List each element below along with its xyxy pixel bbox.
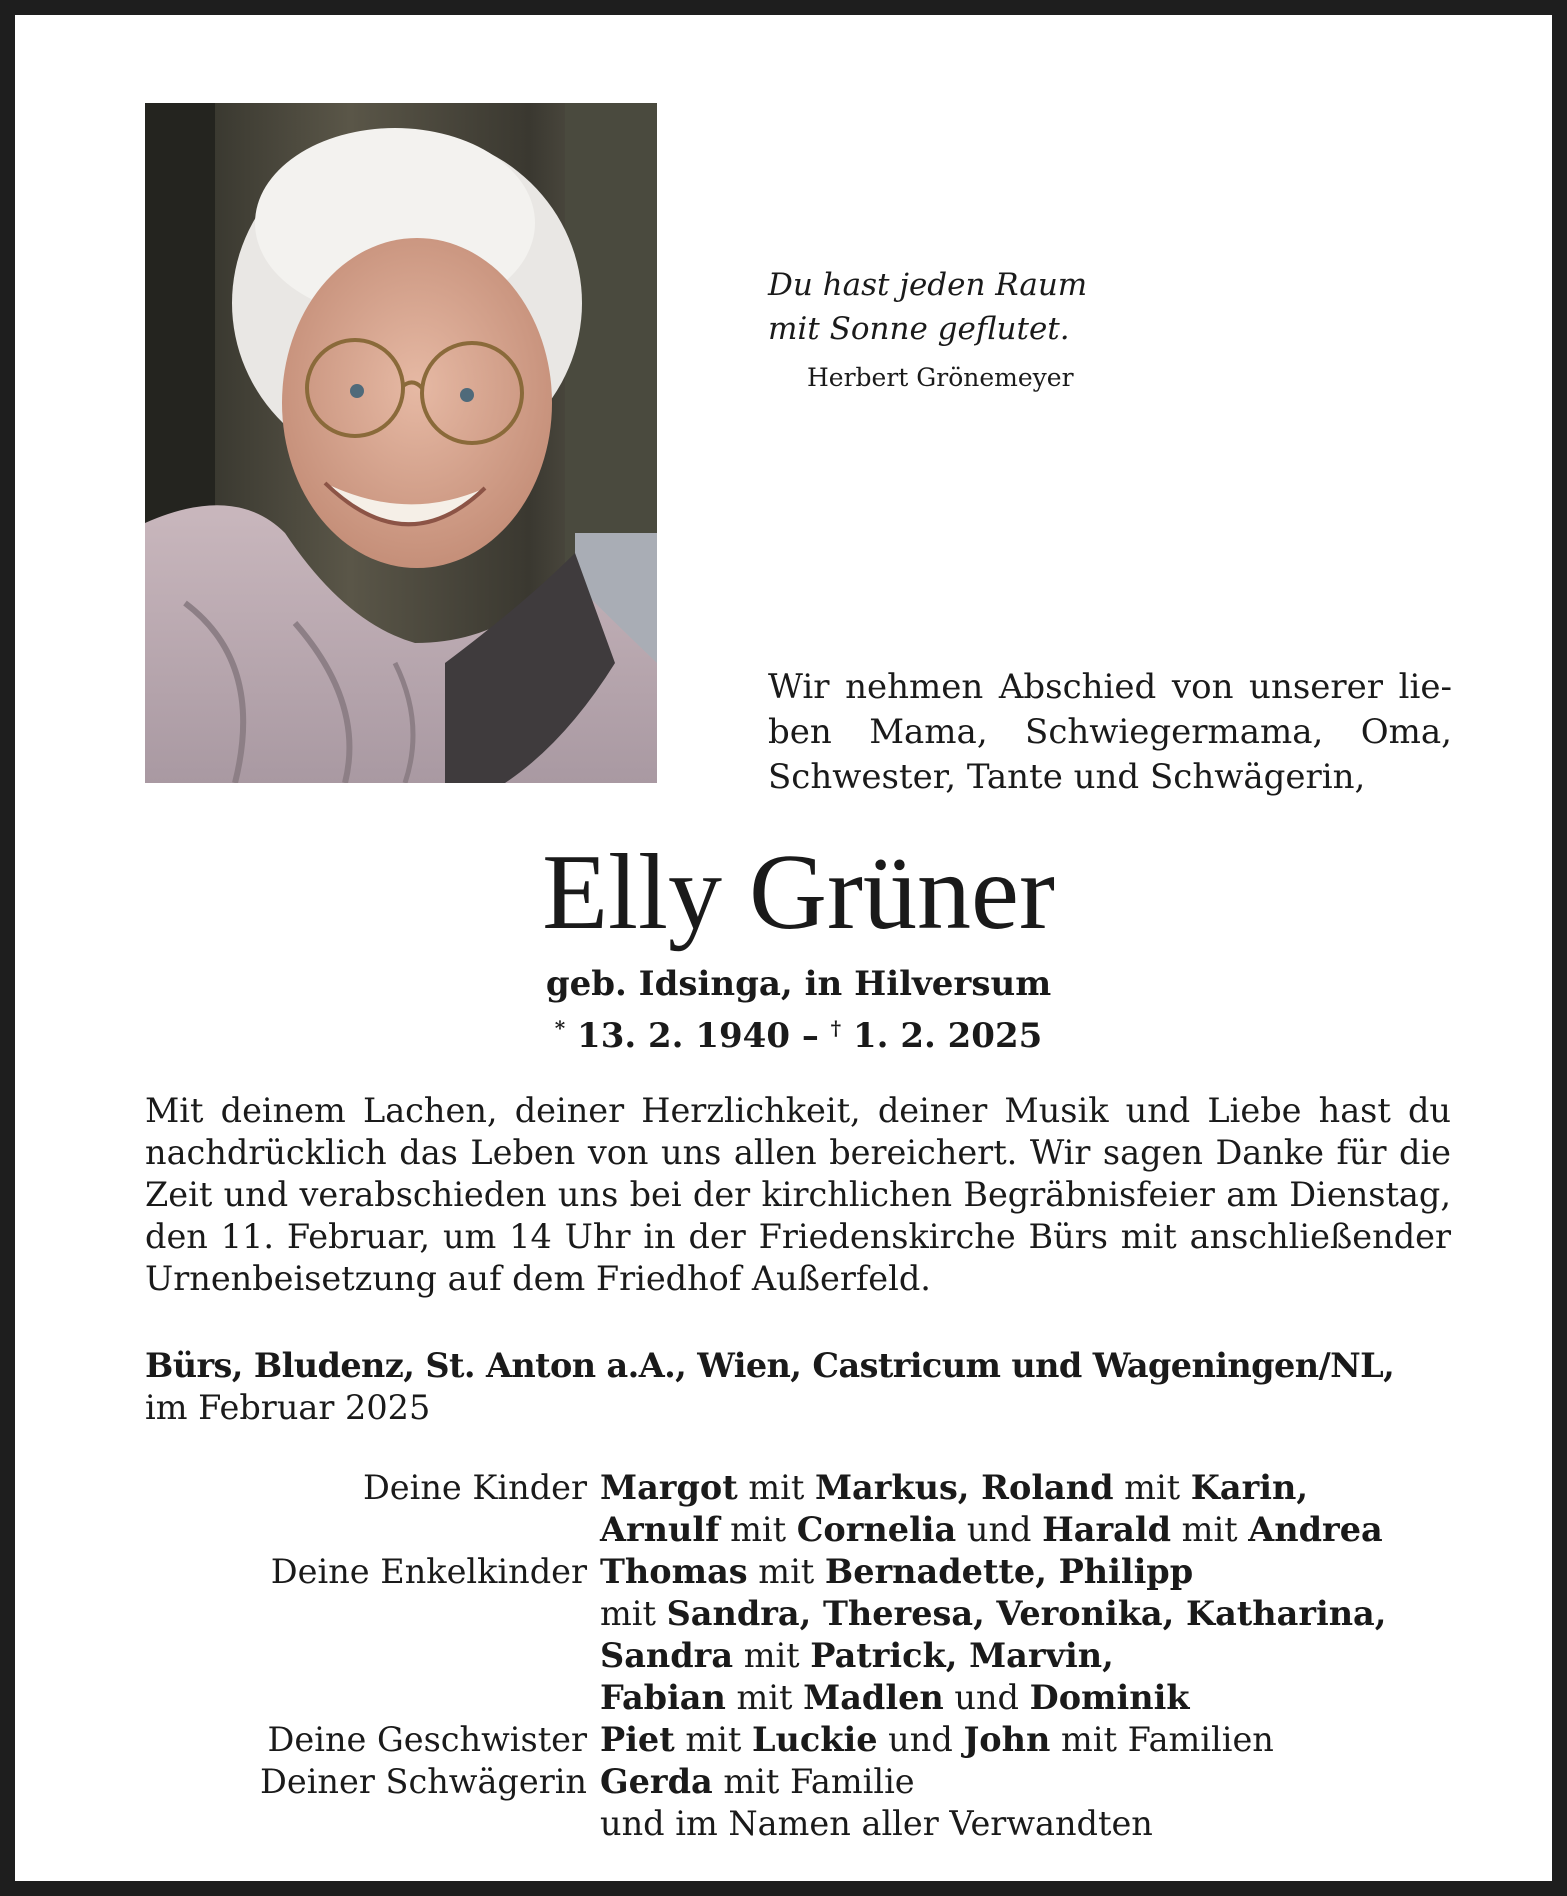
places-locations: Bürs, Bludenz, St. Anton a.A., Wien, Castricum und Wageningen/NL, bbox=[145, 1346, 1395, 1385]
family-label bbox=[145, 1635, 600, 1677]
family-names bbox=[600, 1677, 1190, 1719]
family-member-name: Thomas bbox=[600, 1552, 748, 1591]
family-row bbox=[145, 1551, 1451, 1593]
family-names bbox=[600, 1593, 1386, 1635]
family-connector: mit bbox=[733, 1636, 811, 1675]
family-connector: mit bbox=[747, 1552, 825, 1591]
family-label: Deine Enkelkinder bbox=[270, 1552, 587, 1591]
quote-author: Herbert Grönemeyer bbox=[807, 363, 1074, 392]
family-label bbox=[145, 1509, 600, 1551]
family-member-name: Piet bbox=[600, 1720, 675, 1759]
family-connector: mit bbox=[719, 1510, 797, 1549]
birth-symbol: * bbox=[554, 1016, 566, 1040]
family-connector: und bbox=[943, 1678, 1030, 1717]
portrait-image bbox=[145, 103, 657, 783]
family-list bbox=[145, 1467, 1451, 1845]
family-member-name: Madlen bbox=[803, 1678, 944, 1717]
family-member-name: Karin, bbox=[1190, 1468, 1308, 1507]
family-names bbox=[600, 1719, 1274, 1761]
family-row bbox=[145, 1677, 1451, 1719]
family-connector: mit bbox=[725, 1678, 804, 1717]
intro-line-2: ben Mama, Schwiegermama, Oma, bbox=[768, 712, 1452, 752]
family-member-name: Harald bbox=[1042, 1510, 1172, 1549]
family-names bbox=[600, 1803, 1153, 1845]
family-connector: mit bbox=[737, 1468, 815, 1507]
family-label: Deiner Schwägerin bbox=[260, 1762, 587, 1801]
family-names bbox=[600, 1467, 1308, 1509]
maiden-name: geb. Idsinga, in Hilversum bbox=[545, 964, 1052, 1004]
body-line-2: nachdrücklich das Leben von uns allen bereichert. Wir sagen Danke für die bbox=[145, 1133, 1451, 1172]
family-member-name: Fabian bbox=[600, 1678, 726, 1717]
family-connector: mit Familie bbox=[712, 1762, 915, 1801]
family-member-name: Luckie bbox=[751, 1720, 878, 1759]
family-member-name: Markus, Roland bbox=[814, 1468, 1114, 1507]
family-member-name: Dominik bbox=[1029, 1678, 1190, 1717]
intro-line-1: Wir nehmen Abschied von unserer lie- bbox=[768, 667, 1452, 707]
birth-date: 13. 2. 1940 – bbox=[577, 1016, 819, 1056]
family-connector: und im Namen aller Verwandten bbox=[600, 1804, 1153, 1843]
family-label bbox=[145, 1593, 600, 1635]
intro-text bbox=[768, 665, 1452, 800]
family-row bbox=[145, 1635, 1451, 1677]
intro-line-3: Schwester, Tante und Schwägerin, bbox=[768, 757, 1366, 797]
family-row bbox=[145, 1593, 1451, 1635]
family-row bbox=[145, 1719, 1451, 1761]
family-row bbox=[145, 1761, 1451, 1803]
family-member-name: Gerda bbox=[600, 1762, 713, 1801]
family-connector: mit bbox=[1171, 1510, 1249, 1549]
body-text bbox=[145, 1090, 1451, 1300]
places-date: im Februar 2025 bbox=[145, 1388, 431, 1427]
family-names bbox=[600, 1509, 1383, 1551]
family-member-name: John bbox=[963, 1720, 1051, 1759]
family-connector: mit bbox=[674, 1720, 752, 1759]
family-names bbox=[600, 1635, 1114, 1677]
family-row bbox=[145, 1509, 1451, 1551]
family-names bbox=[600, 1761, 915, 1803]
portrait-photo bbox=[145, 103, 657, 783]
family-member-name: Bernadette, Philipp bbox=[824, 1552, 1194, 1591]
family-label: Deine Geschwister bbox=[267, 1720, 587, 1759]
family-member-name: Margot bbox=[600, 1468, 738, 1507]
family-member-name: Andrea bbox=[1248, 1510, 1383, 1549]
body-line-3: Zeit und verabschieden uns bei der kirchlichen Begräbnisfeier am Dienstag, bbox=[145, 1175, 1451, 1214]
body-line-1: Mit deinem Lachen, deiner Herzlichkeit, deiner Musik und Liebe hast du bbox=[145, 1091, 1451, 1130]
family-connector: mit Familien bbox=[1050, 1720, 1274, 1759]
family-connector: und bbox=[956, 1510, 1043, 1549]
quote bbox=[768, 263, 1087, 351]
life-dates bbox=[15, 1007, 1567, 1057]
family-connector: mit bbox=[600, 1594, 667, 1633]
family-label bbox=[145, 1803, 600, 1845]
deceased-name: Elly Grüner bbox=[542, 833, 1055, 952]
body-line-5: Urnenbeisetzung auf dem Friedhof Außerfeld. bbox=[145, 1259, 931, 1298]
family-member-name: Cornelia bbox=[796, 1510, 957, 1549]
family-names bbox=[600, 1551, 1193, 1593]
family-label bbox=[145, 1677, 600, 1719]
family-member-name: Arnulf bbox=[600, 1510, 720, 1549]
places-block bbox=[145, 1345, 1451, 1429]
family-member-name: Sandra, Theresa, Veronika, Katharina, bbox=[666, 1594, 1387, 1633]
family-row bbox=[145, 1803, 1451, 1845]
family-label: Deine Kinder bbox=[362, 1468, 587, 1507]
family-connector: und bbox=[877, 1720, 964, 1759]
death-date: 1. 2. 2025 bbox=[852, 1016, 1043, 1056]
quote-line-1: Du hast jeden Raum bbox=[768, 267, 1088, 303]
death-symbol: † bbox=[830, 1016, 842, 1040]
body-line-4: den 11. Februar, um 14 Uhr in der Friedenskirche Bürs mit anschließender bbox=[145, 1217, 1451, 1256]
family-member-name: Patrick, Marvin, bbox=[810, 1636, 1114, 1675]
quote-line-2: mit Sonne geflutet. bbox=[768, 311, 1070, 347]
family-row bbox=[145, 1467, 1451, 1509]
family-connector: mit bbox=[1113, 1468, 1191, 1507]
family-member-name: Sandra bbox=[600, 1636, 734, 1675]
